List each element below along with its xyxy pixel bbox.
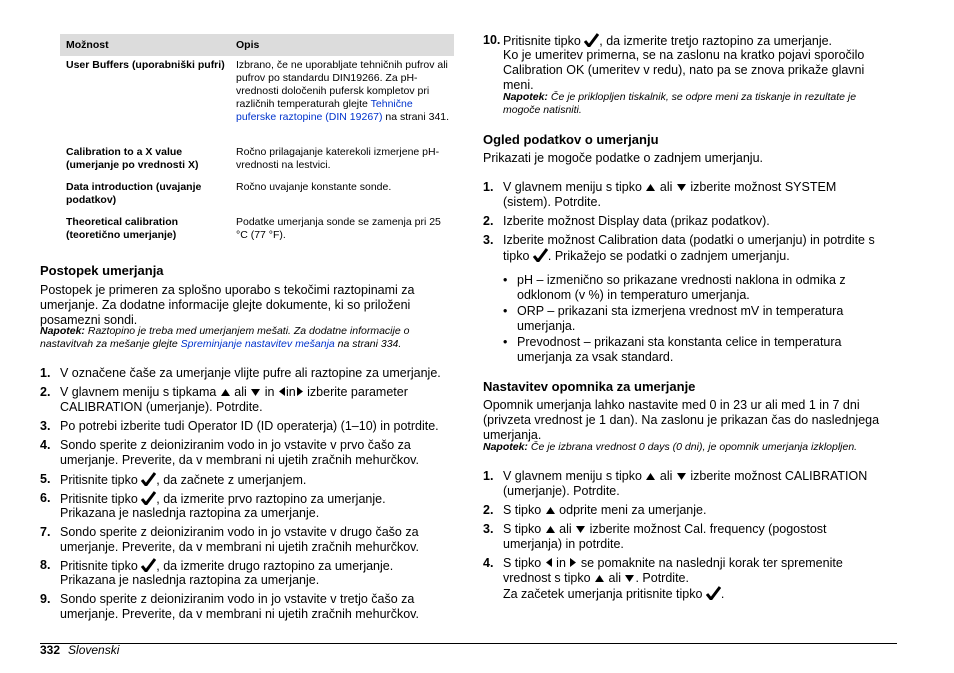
arrow-up-icon [220,388,231,397]
arrow-down-icon [676,183,687,192]
view-step-3: 3. Izberite možnost Calibration data (podatki o umerjanju) in potrdite s tipko . Prikažejo se podatki o zadnjem umerjanju. [483,233,875,263]
section-heading-calibration-reminder: Nastavitev opomnika za umerjanje [483,379,696,394]
option-name: User Buffers (uporabniški pufri) [66,59,225,71]
note-stirring: Napotek: Raztopino je treba med umerjanjem mešati. Za dodatne informacije o nastavitvah za mešanje glejte Spreminjanje nastavitev mešanja na strani 334. [40,325,410,350]
list-item: • pH – izmenično so prikazane vrednosti naklona in odmika z odklonom (v %) in temperaturo umerjanja. [503,273,846,302]
table-row [60,213,454,248]
option-name: Data introduction (uvajanje podatkov) [66,181,202,206]
confirm-check-icon [706,586,721,600]
confirm-check-icon [141,558,156,572]
arrow-up-icon [545,525,556,534]
step-4: 4. Sondo sperite z deioniziranim vodo in jo vstavite v prvo čašo za umerjanje. Preverite, da v membrani ni ujetih zračnih mehurčkov. [40,438,419,467]
option-description: Podatke umerjanja sonde se zamenja pri 25 °C (77 °F). [236,216,441,241]
arrow-down-icon [624,574,635,583]
table-header-description: Opis [230,34,454,56]
reminder-step-1: 1. V glavnem meniju s tipko ali izberite možnost CALIBRATION (umerjanje). Potrdite. [483,469,868,498]
table-row [60,143,454,178]
view-data-intro: Prikazati je mogoče podatke o zadnjem umerjanju. [483,151,764,165]
arrow-up-icon [594,574,605,583]
page-footer [40,643,119,657]
arrow-right-icon [296,386,304,397]
section-heading-calibration-procedure: Postopek umerjanja [40,263,164,278]
step-2: 2. V glavnem meniju s tipkama ali in in izberite parameter CALIBRATION (umerjanje). Potrdite. [40,385,408,414]
table-row [60,178,454,213]
footer-language: Slovenski [68,643,120,657]
footer-divider [40,643,897,644]
reminder-step-3: 3. S tipko ali izberite možnost Cal. frequency (pogostost umerjanja) in potrdite. [483,522,827,551]
page-number: 332 [40,643,61,657]
step-6: 6. Pritisnite tipko , da izmerite prvo raztopino za umerjanje. Prikazana je naslednja raztopina za umerjanje. [40,491,386,520]
confirm-check-icon [533,248,548,262]
section-heading-view-calibration-data: Ogled podatkov o umerjanju [483,132,659,147]
calibration-intro: Postopek je primeren za splošno uporabo s tekočimi raztopinami za umerjanje. Za dodatne informacije glejte dokumente, ki so priloženi posamezni sondi. [40,283,415,327]
list-item: • Prevodnost – prikazani sta konstanta celice in temperatura umerjanja za vsak standard. [503,335,842,364]
reminder-intro: Opomnik umerjanja lahko nastavite med 0 in 23 ur ali med 1 in 7 dni (privzeta vrednost je 1 dan). Na zaslonu je prikazan čas do naslednjega umerjanja. [483,398,880,442]
stirring-settings-link[interactable]: Spreminjanje nastavitev mešanja [180,338,335,350]
arrow-down-icon [575,525,586,534]
option-description: Izbrano, če ne uporabljate tehničnih pufrov ali pufrov po standardu DIN19266. Za pH-vrednosti določenih pufersk kompletov pri različnih temperaturah glejte Tehnične puferske raztopine (DIN 19267) na strani 341. [236,59,450,123]
din-buffers-link[interactable]: Tehnične puferske raztopine (DIN 19267) [236,98,413,123]
arrow-down-icon [250,388,261,397]
arrow-left-icon [545,557,553,568]
note-reminder-off: Napotek: Če je izbrana vrednost 0 days (0 dni), je opomnik umerjanja izklopljen. [483,441,858,453]
arrow-left-icon [278,386,286,397]
arrow-up-icon [645,472,656,481]
note-printer: Napotek: Če je priklopljen tiskalnik, se odpre meni za tiskanje in rezultate je mogoče natisniti. [503,91,857,116]
step-8: 8. Pritisnite tipko , da izmerite drugo raztopino za umerjanje. Prikazana je naslednja raztopina za umerjanje. [40,558,394,587]
reminder-step-4: 4. S tipko in se pomaknite na naslednji korak ter spremenite vrednost s tipko ali . Potrdite. Za začetek umerjanja pritisnite tipko . [483,556,843,601]
step-7: 7. Sondo sperite z deioniziranim vodo in jo vstavite v drugo čašo za umerjanje. Preverite, da v membrani ni ujetih zračnih mehurčkov. [40,525,419,554]
table-row [60,56,454,143]
option-name: Calibration to a X value (umerjanje po vrednosti X) [66,146,199,171]
step-9: 9. Sondo sperite z deioniziranim vodo in jo vstavite v tretjo čašo za umerjanje. Preverite, da v membrani ni ujetih zračnih mehurčkov. [40,592,419,621]
table-header-option: Možnost [60,34,230,56]
arrow-down-icon [676,472,687,481]
confirm-check-icon [141,491,156,505]
arrow-up-icon [545,506,556,515]
confirm-check-icon [141,472,156,486]
option-description: Ročno prilagajanje katerekoli izmerjene pH-vrednosti na lestvici. [236,146,440,171]
bullet: • [503,273,508,287]
option-name: Theoretical calibration (teoretično umerjanje) [66,216,179,241]
options-table [60,34,454,248]
bullet: • [503,304,508,318]
list-item: • ORP – prikazani sta izmerjena vrednost mV in temperatura umerjanja. [503,304,844,333]
step-10: 10. Pritisnite tipko , da izmerite tretjo raztopino za umerjanje. Ko je umeritev primerna, se na zaslonu na kratko pojavi sporočilo Calibration OK (umeritev v redu), nato pa se znova prikaže glavni meni. [483,33,865,92]
arrow-up-icon [645,183,656,192]
option-description: Ročno uvajanje konstante sonde. [236,181,392,193]
confirm-check-icon [584,33,599,47]
bullet: • [503,335,508,349]
view-step-1: 1. V glavnem meniju s tipko ali izberite možnost SYSTEM (sistem). Potrdite. [483,180,837,209]
